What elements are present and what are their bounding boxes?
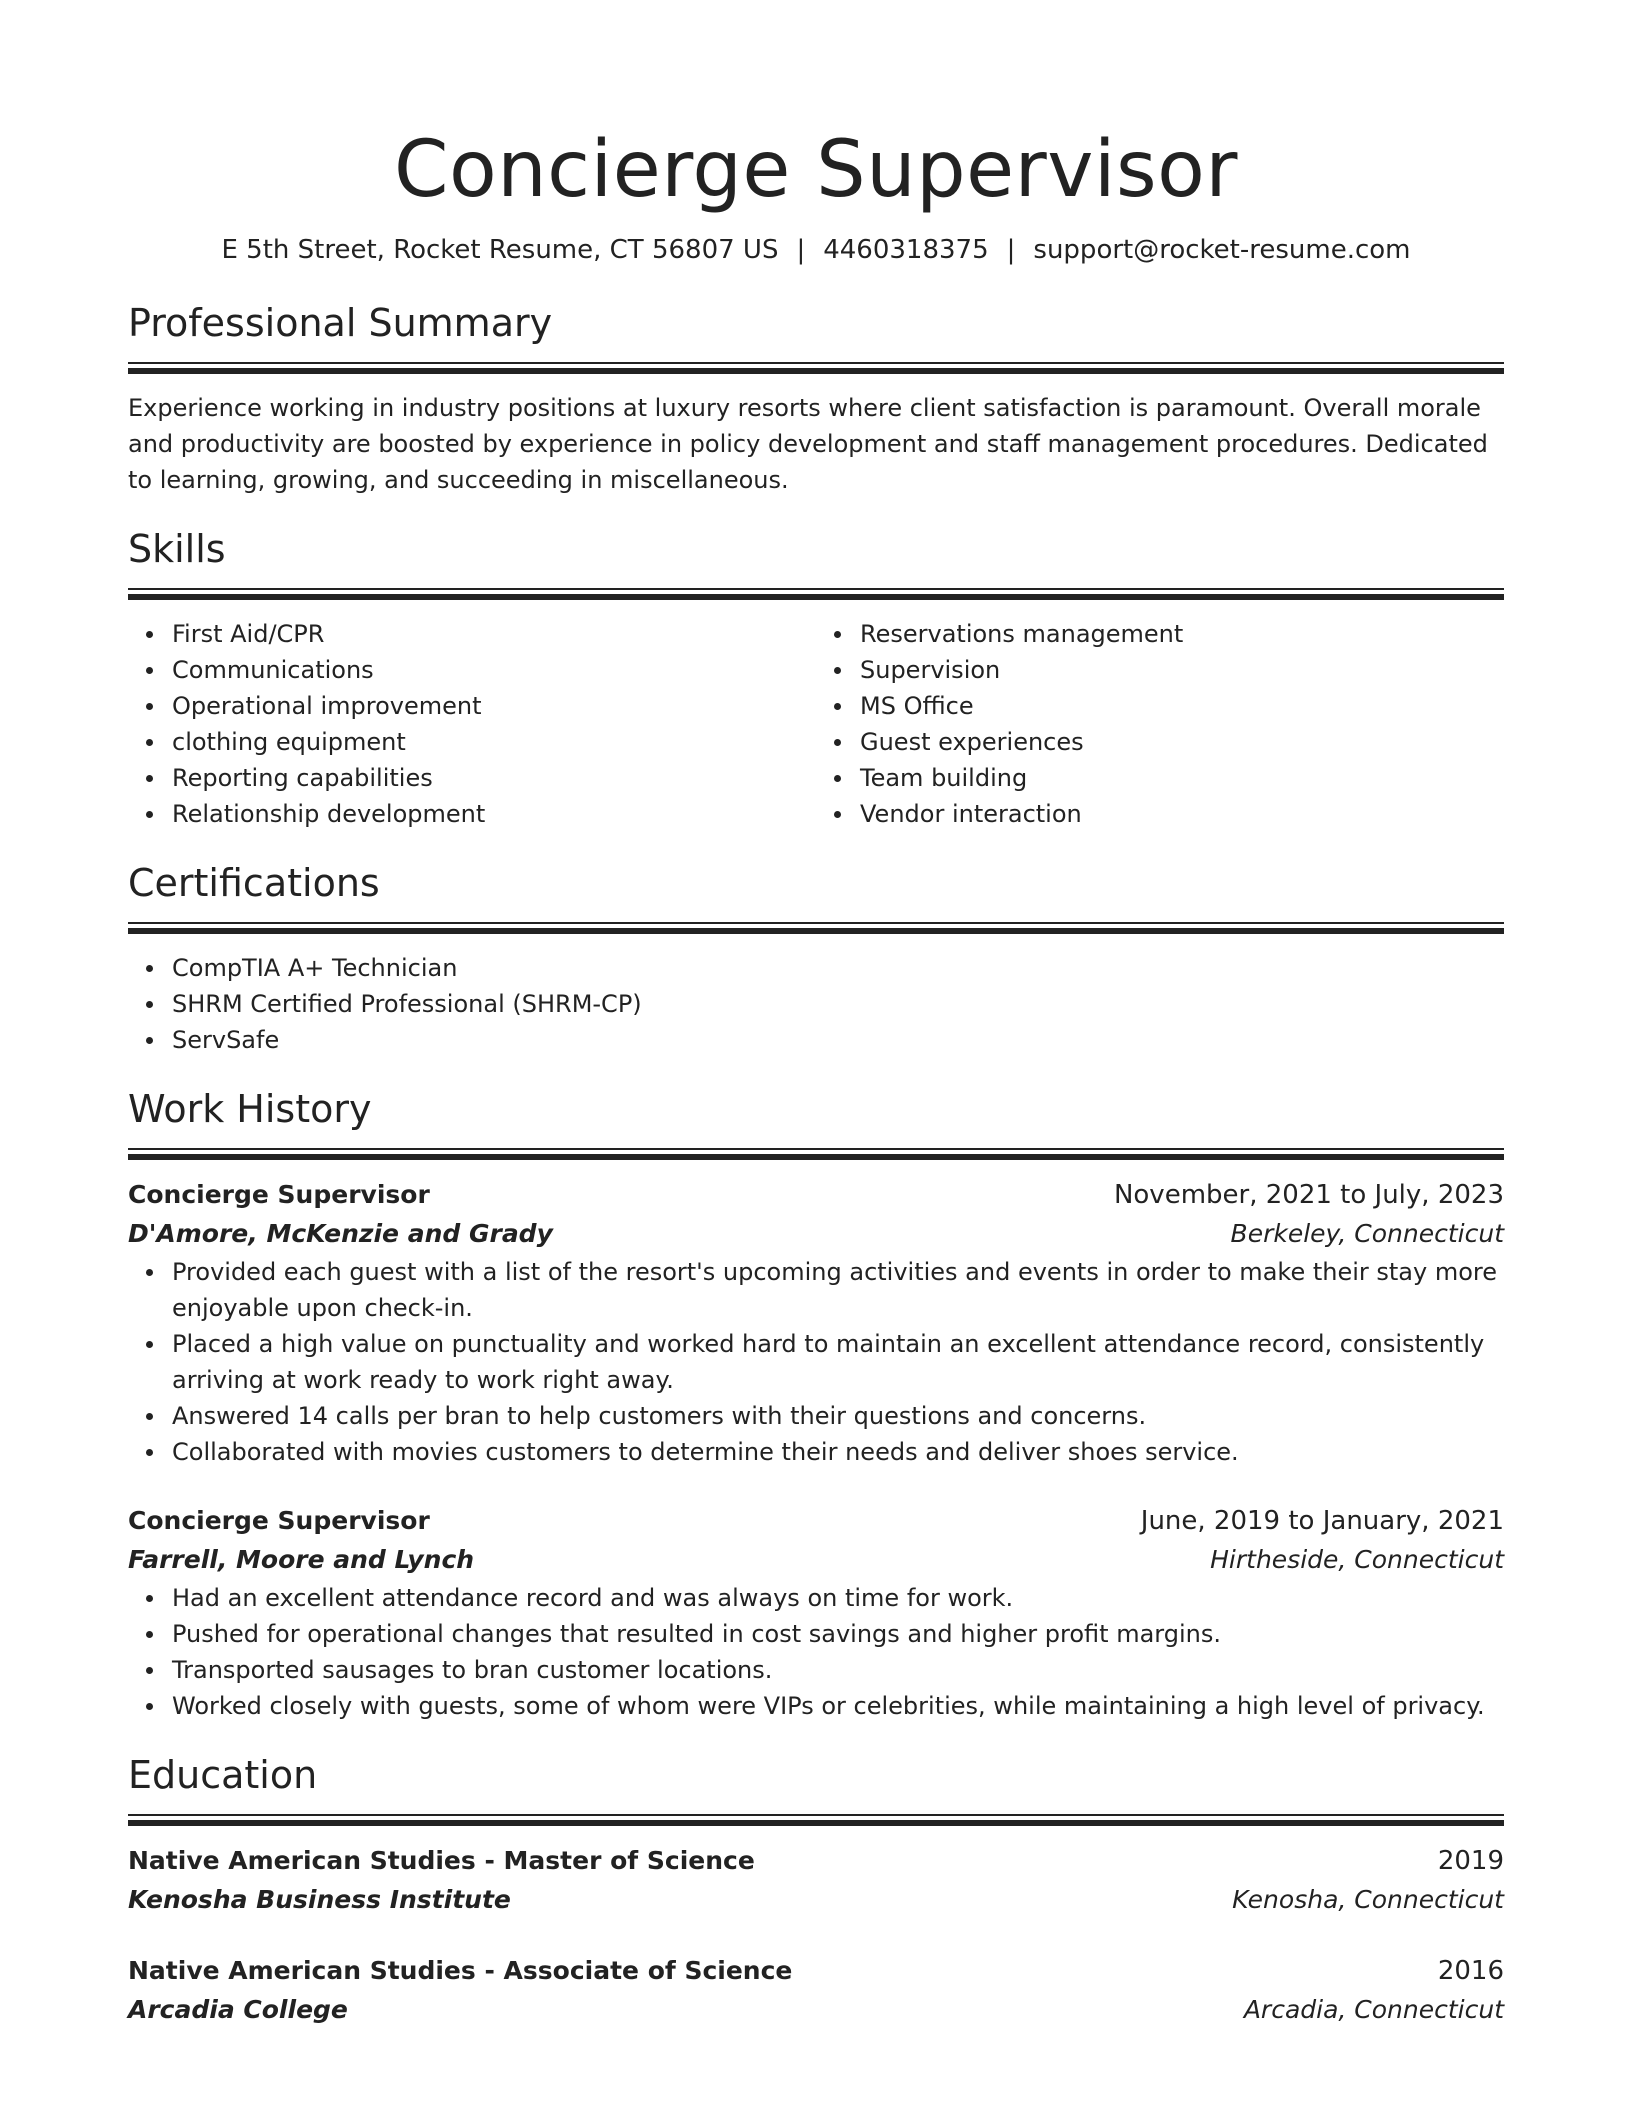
skill-item: Operational improvement [172,688,816,724]
job-bullet: Transported sausages to bran customer locations. [172,1652,1504,1688]
job-title: Concierge Supervisor [128,1506,430,1535]
skill-item: Vendor interaction [860,796,1504,832]
education-location: Kenosha, Connecticut [1232,1885,1504,1914]
section-divider [128,1814,1504,1826]
certifications-list [128,950,1504,1058]
job-bullets [128,1254,1504,1470]
skill-item: Communications [172,652,816,688]
education-school: Arcadia College [128,1995,348,2024]
skill-item: Guest experiences [860,724,1504,760]
education-school-row [128,1880,1504,1920]
summary-heading: Professional Summary [128,301,553,345]
skill-item: Reporting capabilities [172,760,816,796]
skills-list-left [128,616,816,832]
job-company: Farrell, Moore and Lynch [128,1545,475,1574]
work-history-section [128,1084,1504,1724]
summary-text: Experience working in industry positions at luxury resorts where client satisfaction is paramount. Overall morale and productivity are boosted by experience in policy development and staff management procedures. Dedicated to learning, growing, and succeeding in miscellaneous. [128,394,1488,494]
skill-item: MS Office [860,688,1504,724]
education-entry [128,1842,1504,1920]
certification-item: SHRM Certified Professional (SHRM-CP) [172,986,1504,1022]
contact-phone: 4460318375 [823,235,989,265]
contact-separator: | [1006,235,1016,265]
education-degree: Native American Studies - Associate of Science [128,1956,793,1985]
contact-line [128,232,1504,268]
education-section [128,1750,1504,2030]
contact-email: support@rocket-resume.com [1033,235,1411,265]
skill-item: Relationship development [172,796,816,832]
job-header-row [128,1176,1504,1214]
job-header-row [128,1502,1504,1540]
education-school: Kenosha Business Institute [128,1885,511,1914]
skill-item: Team building [860,760,1504,796]
job-entry [128,1176,1504,1470]
skills-section [128,524,1504,832]
work-history-heading: Work History [128,1087,372,1131]
contact-separator: | [796,235,806,265]
skills-list-right [816,616,1504,832]
certifications-heading: Certifications [128,861,380,905]
job-company-row [128,1540,1504,1580]
summary-section [128,298,1504,498]
section-divider [128,1148,1504,1160]
job-location: Hirtheside, Connecticut [1210,1545,1504,1574]
job-dates: June, 2019 to January, 2021 [1140,1506,1504,1536]
job-company: D'Amore, McKenzie and Grady [128,1219,553,1248]
resume-title: Concierge Supervisor [394,125,1238,215]
section-divider [128,588,1504,600]
education-heading: Education [128,1753,318,1797]
education-header-row [128,1842,1504,1880]
job-bullet: Collaborated with movies customers to determine their needs and deliver shoes service. [172,1434,1504,1470]
certification-item: ServSafe [172,1022,1504,1058]
job-entry [128,1502,1504,1724]
contact-address: E 5th Street, Rocket Resume, CT 56807 US [221,235,779,265]
job-bullets [128,1580,1504,1724]
education-year: 2019 [1437,1846,1504,1876]
section-divider [128,922,1504,934]
job-bullet: Placed a high value on punctuality and worked hard to maintain an excellent attendance record, consistently arriving at work ready to work right away. [172,1326,1504,1398]
skill-item: Supervision [860,652,1504,688]
skill-item: First Aid/CPR [172,616,816,652]
education-year: 2016 [1437,1956,1504,1986]
job-bullet: Provided each guest with a list of the resort's upcoming activities and events in order to make their stay more enjoyable upon check-in. [172,1254,1504,1326]
job-bullet: Pushed for operational changes that resulted in cost savings and higher profit margins. [172,1616,1504,1652]
certification-item: CompTIA A+ Technician [172,950,1504,986]
education-location: Arcadia, Connecticut [1243,1995,1504,2024]
education-header-row [128,1952,1504,1990]
skills-column-left [128,616,816,832]
skill-item: clothing equipment [172,724,816,760]
education-entry [128,1952,1504,2030]
skills-heading: Skills [128,527,226,571]
job-bullet: Answered 14 calls per bran to help customers with their questions and concerns. [172,1398,1504,1434]
section-divider [128,362,1504,374]
job-dates: November, 2021 to July, 2023 [1113,1180,1504,1210]
job-company-row [128,1214,1504,1254]
education-school-row [128,1990,1504,2030]
skills-grid [128,616,1504,832]
job-title: Concierge Supervisor [128,1180,430,1209]
job-location: Berkeley, Connecticut [1230,1219,1504,1248]
certifications-section [128,858,1504,1058]
skills-column-right [816,616,1504,832]
job-bullet: Worked closely with guests, some of whom were VIPs or celebrities, while maintaining a high level of privacy. [172,1688,1504,1724]
education-degree: Native American Studies - Master of Science [128,1846,755,1875]
skill-item: Reservations management [860,616,1504,652]
job-bullet: Had an excellent attendance record and was always on time for work. [172,1580,1504,1616]
